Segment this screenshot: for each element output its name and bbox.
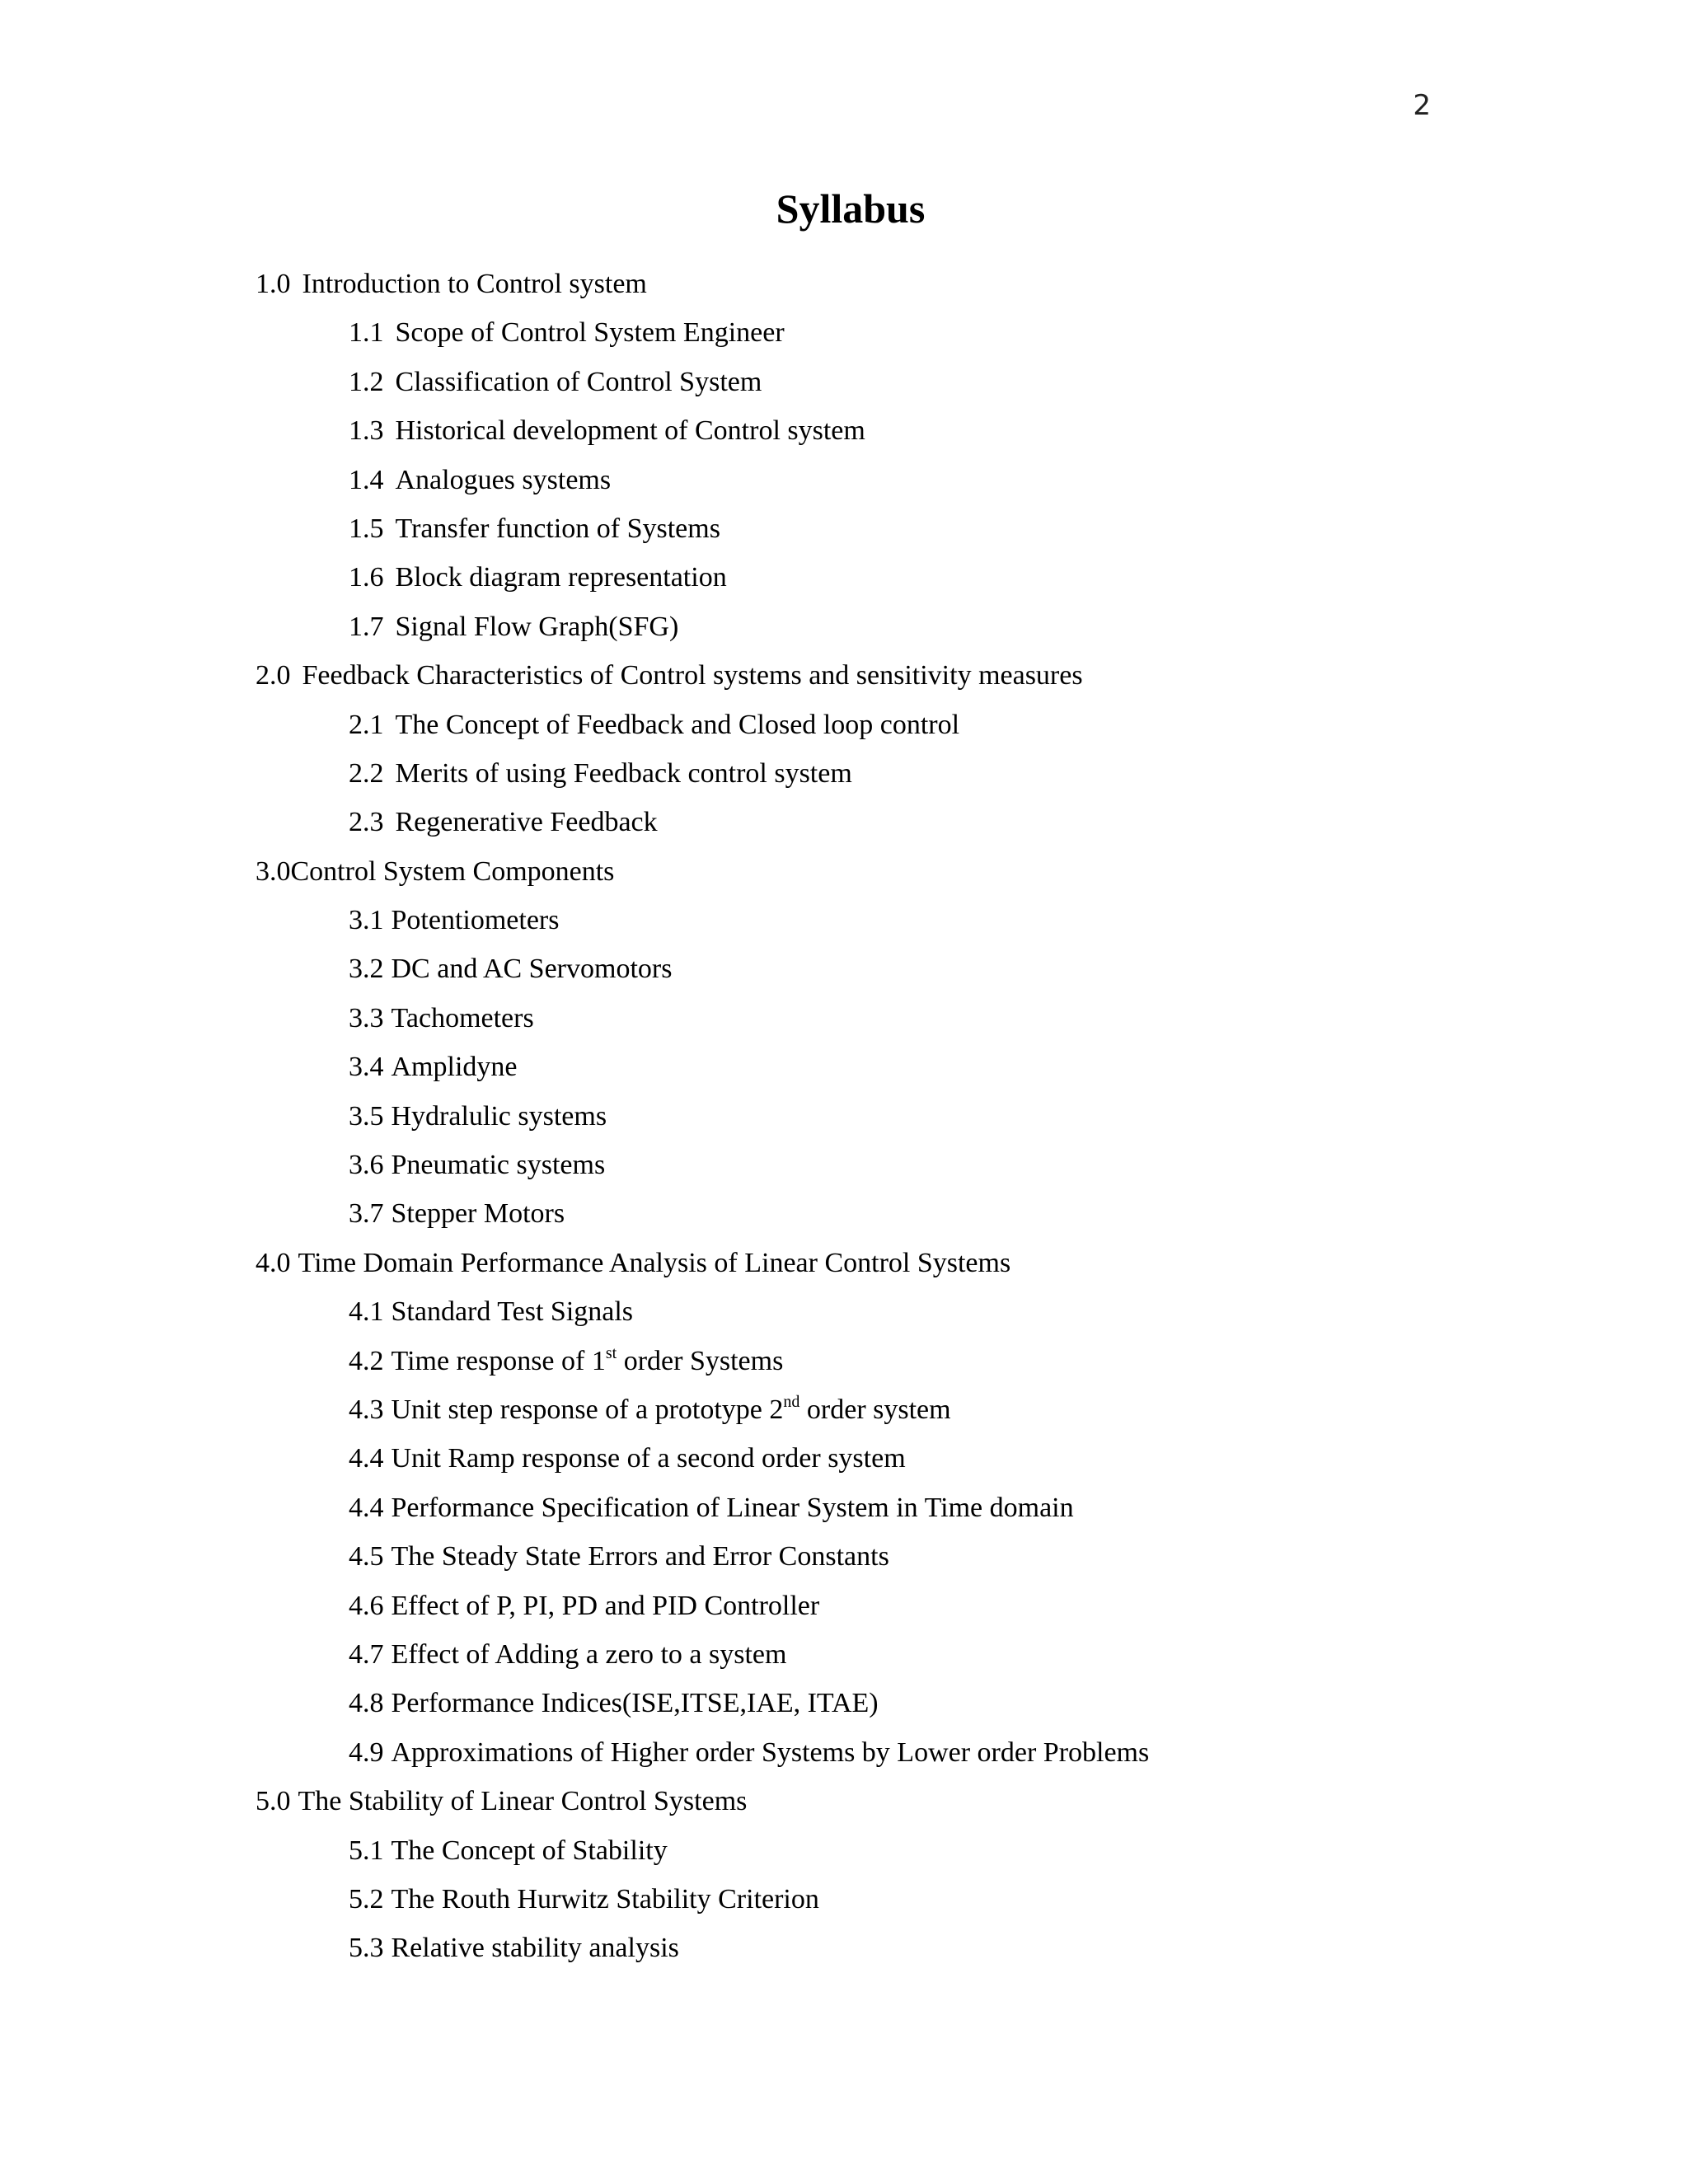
item-number: 2.3 xyxy=(349,807,384,838)
syllabus-list xyxy=(0,260,1688,1973)
item-number: 4.8 xyxy=(349,1688,384,1719)
subsection-item xyxy=(0,994,1688,1043)
subsection-item xyxy=(0,1092,1688,1141)
subsection-item xyxy=(0,1630,1688,1679)
item-number: 3.0 xyxy=(256,855,291,887)
item-number: 1.7 xyxy=(349,611,384,642)
subsection-item xyxy=(0,1043,1688,1091)
item-text: Time response of 1 xyxy=(391,1345,606,1376)
item-text: Classification of Control System xyxy=(395,366,762,397)
item-number: 3.2 xyxy=(349,954,384,985)
subsection-item xyxy=(0,1924,1688,1972)
item-number: 1.0 xyxy=(256,269,291,299)
item-text: Hydralulic systems xyxy=(391,1100,607,1132)
subsection-item xyxy=(0,456,1688,504)
item-number: 5.3 xyxy=(349,1933,384,1964)
item-text: Transfer function of Systems xyxy=(395,513,720,544)
item-text: The Routh Hurwitz Stability Criterion xyxy=(391,1883,819,1915)
item-number: 4.1 xyxy=(349,1296,384,1328)
item-number: 3.5 xyxy=(349,1100,384,1132)
item-number: 5.1 xyxy=(349,1835,384,1866)
ordinal-superscript: nd xyxy=(783,1392,800,1411)
item-number: 4.9 xyxy=(349,1736,384,1768)
subsection-item xyxy=(0,896,1688,944)
page-number: 2 xyxy=(1413,89,1431,122)
item-number: 5.2 xyxy=(349,1883,384,1915)
item-text: Relative stability analysis xyxy=(391,1933,679,1964)
item-text: DC and AC Servomotors xyxy=(391,954,673,985)
item-text: Standard Test Signals xyxy=(391,1296,634,1328)
page-title: Syllabus xyxy=(776,185,926,232)
subsection-item xyxy=(0,701,1688,749)
section-heading xyxy=(0,1777,1688,1825)
item-text: The Concept of Feedback and Closed loop control xyxy=(395,709,960,740)
item-number: 1.5 xyxy=(349,513,384,544)
item-text: Scope of Control System Engineer xyxy=(395,317,785,349)
subsection-item xyxy=(0,1875,1688,1924)
item-number: 2.1 xyxy=(349,709,384,740)
item-text: Control System Components xyxy=(290,855,615,887)
item-text: Unit step response of a prototype 2 xyxy=(391,1394,784,1425)
subsection-item xyxy=(0,1337,1688,1385)
section-heading xyxy=(0,1239,1688,1287)
item-number: 1.4 xyxy=(349,464,384,495)
item-number: 4.4 xyxy=(349,1443,384,1474)
item-number: 4.7 xyxy=(349,1638,384,1670)
item-text: Block diagram representation xyxy=(395,562,727,593)
item-text: Approximations of Higher order Systems by Lower order Problems xyxy=(391,1736,1150,1768)
item-text: Pneumatic systems xyxy=(391,1150,606,1181)
item-number: 1.1 xyxy=(349,317,384,349)
subsection-item xyxy=(0,1189,1688,1238)
ordinal-superscript: st xyxy=(605,1343,617,1362)
item-text: The Steady State Errors and Error Constants xyxy=(391,1541,889,1572)
item-number: 3.3 xyxy=(349,1002,384,1033)
item-text: Historical development of Control system xyxy=(395,415,865,447)
item-text: Effect of P, PI, PD and PID Controller xyxy=(391,1590,820,1621)
item-text: Unit Ramp response of a second order system xyxy=(391,1443,906,1474)
item-number: 3.4 xyxy=(349,1052,384,1083)
item-number: 4.4 xyxy=(349,1492,384,1523)
subsection-item xyxy=(0,944,1688,993)
item-number: 4.0 xyxy=(256,1247,291,1278)
item-number: 4.2 xyxy=(349,1345,384,1376)
subsection-item xyxy=(0,749,1688,798)
item-text: Tachometers xyxy=(391,1002,534,1033)
item-text: order Systems xyxy=(617,1345,784,1376)
section-heading xyxy=(0,847,1688,896)
item-number: 3.7 xyxy=(349,1198,384,1230)
item-text: Performance Specification of Linear System in Time domain xyxy=(391,1492,1074,1523)
subsection-item xyxy=(0,406,1688,455)
item-text: Amplidyne xyxy=(391,1052,518,1083)
subsection-item xyxy=(0,1728,1688,1777)
subsection-item xyxy=(0,1532,1688,1581)
item-text: The Concept of Stability xyxy=(391,1835,668,1866)
item-number: 3.1 xyxy=(349,905,384,936)
item-number: 1.6 xyxy=(349,562,384,593)
subsection-item xyxy=(0,358,1688,406)
item-number: 5.0 xyxy=(256,1786,291,1817)
subsection-item xyxy=(0,553,1688,602)
subsection-item xyxy=(0,1679,1688,1727)
subsection-item xyxy=(0,504,1688,553)
item-text: Analogues systems xyxy=(395,464,612,495)
subsection-item xyxy=(0,1582,1688,1630)
item-number: 4.6 xyxy=(349,1590,384,1621)
item-text: Performance Indices(ISE,ITSE,IAE, ITAE) xyxy=(391,1688,879,1719)
item-text: Potentiometers xyxy=(391,905,560,936)
item-number: 4.5 xyxy=(349,1541,384,1572)
subsection-item xyxy=(0,602,1688,651)
item-text: Introduction to Control system xyxy=(302,269,647,299)
item-number: 1.3 xyxy=(349,415,384,447)
item-text: Time Domain Performance Analysis of Linear Control Systems xyxy=(298,1247,1011,1278)
item-text: Regenerative Feedback xyxy=(395,807,658,838)
subsection-item xyxy=(0,798,1688,846)
item-text: order system xyxy=(799,1394,951,1425)
subsection-item xyxy=(0,308,1688,357)
subsection-item xyxy=(0,1434,1688,1483)
item-number: 4.3 xyxy=(349,1394,384,1425)
item-text: Stepper Motors xyxy=(391,1198,565,1230)
item-text: Signal Flow Graph(SFG) xyxy=(395,611,679,642)
item-text: Feedback Characteristics of Control systems and sensitivity measures xyxy=(302,660,1083,691)
item-text: Merits of using Feedback control system xyxy=(395,757,852,789)
item-number: 2.2 xyxy=(349,757,384,789)
item-number: 1.2 xyxy=(349,366,384,397)
item-number: 2.0 xyxy=(256,660,291,691)
item-text: Effect of Adding a zero to a system xyxy=(391,1638,787,1670)
item-text: The Stability of Linear Control Systems xyxy=(298,1786,748,1817)
subsection-item xyxy=(0,1141,1688,1189)
subsection-item xyxy=(0,1385,1688,1434)
section-heading xyxy=(0,260,1688,308)
section-heading xyxy=(0,651,1688,700)
subsection-item xyxy=(0,1287,1688,1336)
item-number: 3.6 xyxy=(349,1150,384,1181)
subsection-item xyxy=(0,1826,1688,1875)
subsection-item xyxy=(0,1483,1688,1532)
